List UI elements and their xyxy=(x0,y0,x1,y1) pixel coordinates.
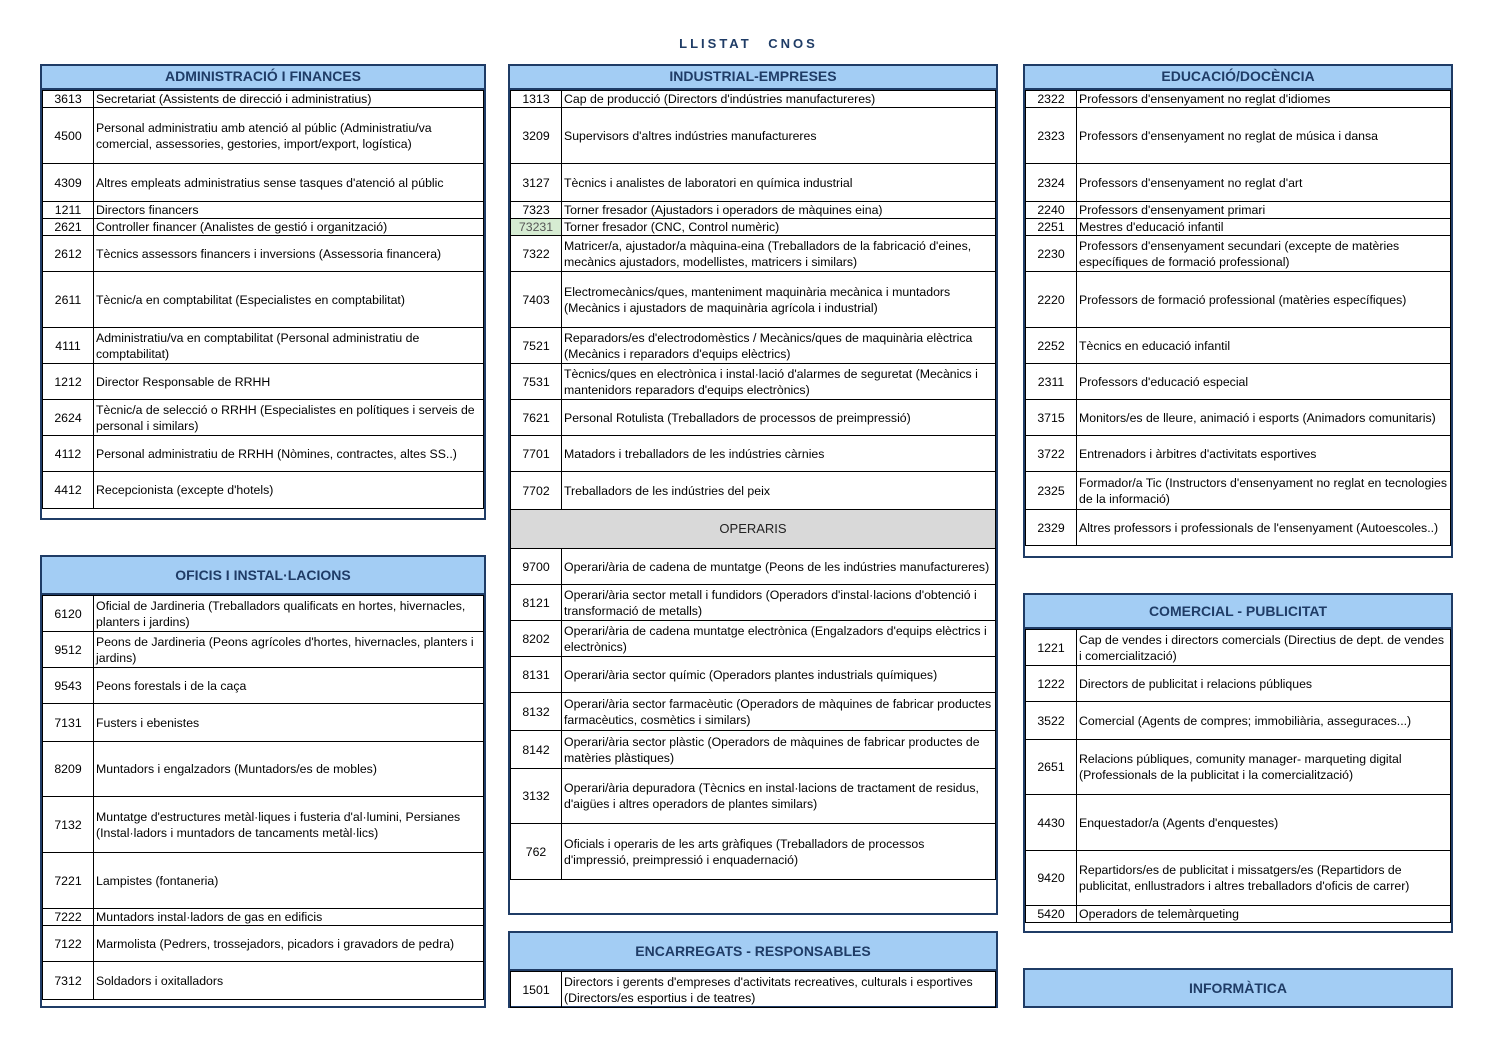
table-row xyxy=(43,668,484,704)
cno-code: 2230 xyxy=(1026,236,1077,272)
table-row xyxy=(511,472,996,510)
table-row xyxy=(43,704,484,742)
table-row xyxy=(43,742,484,797)
section-header-comercial: COMERCIAL - PUBLICITAT xyxy=(1025,595,1451,629)
cno-description: Operari/ària sector plàstic (Operadors de màquines de fabricar productes de matèries plàstiques) xyxy=(562,731,996,769)
cno-description: Directors i gerents d'empreses d'activitats recreatives, culturals i esportives (Directors/es esportius i de teatres) xyxy=(562,972,996,1008)
cno-code: 2624 xyxy=(43,400,94,436)
cno-code: 7531 xyxy=(511,364,562,400)
cno-description: Peons forestals i de la caça xyxy=(94,668,484,704)
cno-code: 1313 xyxy=(511,91,562,108)
cno-description: Entrenadors i àrbitres d'activitats esportives xyxy=(1077,436,1451,472)
cno-description: Matadors i treballadors de les indústries càrnies xyxy=(562,436,996,472)
table-row xyxy=(43,108,484,164)
cno-code: 1212 xyxy=(43,364,94,400)
table-row xyxy=(43,909,484,926)
table-row xyxy=(1026,795,1451,851)
cno-code: 8209 xyxy=(43,742,94,797)
cno-code: 3715 xyxy=(1026,400,1077,436)
cno-description: Marmolista (Pedrers, trossejadors, picadors i gravadors de pedra) xyxy=(94,926,484,962)
cno-description: Electromecànics/ques, manteniment maquinària mecànica i muntadors (Mecànics i ajustadors de maquinària agrícola i industrial) xyxy=(562,272,996,328)
table-row xyxy=(1026,91,1451,108)
table-row xyxy=(511,236,996,272)
cno-description: Personal administratiu amb atenció al públic (Administratiu/va comercial, assessories, gestories, import/export, logística) xyxy=(94,108,484,164)
table-row xyxy=(511,972,996,1008)
cno-description: Supervisors d'altres indústries manufactureres xyxy=(562,108,996,164)
cno-code: 2612 xyxy=(43,236,94,272)
cno-description: Formador/a Tic (Instructors d'ensenyament no reglat en tecnologies de la informació) xyxy=(1077,472,1451,510)
cno-code: 4500 xyxy=(43,108,94,164)
table-row xyxy=(43,436,484,472)
cno-description: Muntatge d'estructures metàl·liques i fusteria d'al·lumini, Persianes (Instal·ladors i muntadors de tancaments metàl·lics) xyxy=(94,797,484,853)
cno-code: 6120 xyxy=(43,596,94,632)
cno-code: 5420 xyxy=(1026,906,1077,923)
cno-code: 8131 xyxy=(511,657,562,693)
table-row xyxy=(1026,666,1451,702)
cno-code: 2252 xyxy=(1026,328,1077,364)
cno-description: Director Responsable de RRHH xyxy=(94,364,484,400)
cno-code: 1211 xyxy=(43,202,94,219)
section-oficis xyxy=(40,555,486,1008)
cno-code: 73231 xyxy=(511,219,562,236)
cno-description: Reparadors/es d'electrodomèstics / Mecànics/ques de maquinària elèctrica (Mecànics i reparadors d'equips elèctrics) xyxy=(562,328,996,364)
table-row xyxy=(511,731,996,769)
table-row xyxy=(1026,364,1451,400)
cno-code: 7221 xyxy=(43,853,94,909)
cno-code: 2220 xyxy=(1026,272,1077,328)
table-row xyxy=(43,400,484,436)
section-header-encarregats: ENCARREGATS - RESPONSABLES xyxy=(510,933,996,971)
table-row xyxy=(43,853,484,909)
table-row xyxy=(511,585,996,621)
cno-code: 9700 xyxy=(511,549,562,585)
table-row xyxy=(1026,236,1451,272)
cno-code: 7122 xyxy=(43,926,94,962)
cno-code: 2329 xyxy=(1026,510,1077,546)
cno-description: Enquestador/a (Agents d'enquestes) xyxy=(1077,795,1451,851)
section-header-industrial: INDUSTRIAL-EMPRESES xyxy=(510,66,996,90)
table-row xyxy=(1026,400,1451,436)
section-encarregats xyxy=(508,931,998,1008)
cno-code: 2324 xyxy=(1026,164,1077,202)
section-comercial xyxy=(1023,593,1453,933)
cno-code: 7701 xyxy=(511,436,562,472)
table-comercial xyxy=(1025,629,1451,923)
cno-description: Professors d'ensenyament no reglat de música i dansa xyxy=(1077,108,1451,164)
table-row xyxy=(43,328,484,364)
table-row xyxy=(1026,702,1451,740)
cno-code: 7621 xyxy=(511,400,562,436)
table-row xyxy=(1026,108,1451,164)
document-title: LLISTAT CNOS xyxy=(679,36,818,51)
cno-description: Muntadors instal·ladors de gas en edificis xyxy=(94,909,484,926)
cno-description: Torner fresador (Ajustadors i operadors de màquines eina) xyxy=(562,202,996,219)
cno-code: 7403 xyxy=(511,272,562,328)
cno-code: 8202 xyxy=(511,621,562,657)
cno-description: Operari/ària de cadena de muntatge (Peons de les indústries manufactureres) xyxy=(562,549,996,585)
cno-description: Directors de publicitat i relacions públiques xyxy=(1077,666,1451,702)
table-row xyxy=(1026,630,1451,666)
cno-description: Tècnics/ques en electrònica i instal·lació d'alarmes de seguretat (Mecànics i mantenidors reparadors d'equips electrònics) xyxy=(562,364,996,400)
table-row xyxy=(1026,510,1451,546)
table-row xyxy=(1026,219,1451,236)
table-row xyxy=(511,219,996,236)
section-header-oficis: OFICIS I INSTAL·LACIONS xyxy=(42,557,484,595)
cno-code: 2611 xyxy=(43,272,94,328)
section-header-educacio: EDUCACIÓ/DOCÈNCIA xyxy=(1025,66,1451,90)
table-row xyxy=(511,824,996,880)
table-row xyxy=(43,91,484,108)
table-row xyxy=(43,164,484,202)
section-header-informatica: INFORMÀTICA xyxy=(1023,968,1453,1008)
cno-code: 2621 xyxy=(43,219,94,236)
cno-code: 4430 xyxy=(1026,795,1077,851)
cno-code: 3722 xyxy=(1026,436,1077,472)
cno-code: 1501 xyxy=(511,972,562,1008)
cno-description: Fusters i ebenistes xyxy=(94,704,484,742)
cno-code: 8132 xyxy=(511,693,562,731)
cno-description: Tècnic/a en comptabilitat (Especialistes en comptabilitat) xyxy=(94,272,484,328)
table-row xyxy=(511,549,996,585)
cno-description: Personal Rotulista (Treballadors de processos de preimpressió) xyxy=(562,400,996,436)
cno-description: Controller financer (Analistes de gestió i organització) xyxy=(94,219,484,236)
cno-description: Monitors/es de lleure, animació i esports (Animadors comunitaris) xyxy=(1077,400,1451,436)
table-row xyxy=(43,926,484,962)
table-row xyxy=(511,202,996,219)
table-row xyxy=(511,769,996,824)
cno-description: Relacions públiques, comunity manager- marqueting digital (Professionals de la publicitat i la comercialització) xyxy=(1077,740,1451,795)
cno-code: 7312 xyxy=(43,962,94,1000)
cno-description: Operari/ària sector farmacèutic (Operadors de màquines de fabricar productes farmacèutics, cosmètics i similars) xyxy=(562,693,996,731)
table-row xyxy=(511,693,996,731)
table-industrial xyxy=(510,90,996,510)
cno-code: 9512 xyxy=(43,632,94,668)
cno-code: 3127 xyxy=(511,164,562,202)
table-encarregats xyxy=(510,971,996,1008)
cno-description: Oficial de Jardineria (Treballadors qualificats en hortes, hivernacles, planters i jardins) xyxy=(94,596,484,632)
cno-code: 4309 xyxy=(43,164,94,202)
cno-code: 9420 xyxy=(1026,851,1077,906)
cno-description: Operari/ària depuradora (Tècnics en instal·lacions de tractament de residus, d'aigües i altres operadors de plantes similars) xyxy=(562,769,996,824)
cno-description: Cap de producció (Directors d'indústries manufactureres) xyxy=(562,91,996,108)
table-row xyxy=(511,364,996,400)
cno-description: Professors d'educació especial xyxy=(1077,364,1451,400)
cno-description: Oficials i operaris de les arts gràfiques (Treballadors de processos d'impressió, preimpressió i enquadernació) xyxy=(562,824,996,880)
table-row xyxy=(511,108,996,164)
cno-description: Tècnics assessors financers i inversions (Assessoria financera) xyxy=(94,236,484,272)
cno-code: 1222 xyxy=(1026,666,1077,702)
cno-code: 7702 xyxy=(511,472,562,510)
table-row xyxy=(511,328,996,364)
table-row xyxy=(1026,164,1451,202)
table-row xyxy=(1026,202,1451,219)
cno-description: Muntadors i engalzadors (Muntadors/es de mobles) xyxy=(94,742,484,797)
table-row xyxy=(43,219,484,236)
cno-description: Professors de formació professional (matèries específiques) xyxy=(1077,272,1451,328)
table-row xyxy=(1026,328,1451,364)
cno-code: 2240 xyxy=(1026,202,1077,219)
table-row xyxy=(511,164,996,202)
cno-code: 7521 xyxy=(511,328,562,364)
table-administracio xyxy=(42,90,484,509)
table-row xyxy=(43,364,484,400)
cno-description: Administratiu/va en comptabilitat (Personal administratiu de comptabilitat) xyxy=(94,328,484,364)
table-row xyxy=(1026,472,1451,510)
section-industrial xyxy=(508,64,998,915)
cno-code: 9543 xyxy=(43,668,94,704)
table-oficis xyxy=(42,595,484,1000)
table-row xyxy=(43,202,484,219)
cno-code: 2323 xyxy=(1026,108,1077,164)
cno-code: 7222 xyxy=(43,909,94,926)
table-row xyxy=(43,236,484,272)
cno-description: Professors d'ensenyament primari xyxy=(1077,202,1451,219)
table-row xyxy=(43,632,484,668)
cno-description: Directors financers xyxy=(94,202,484,219)
cno-description: Matricer/a, ajustador/a màquina-eina (Treballadors de la fabricació d'eines, mecànics ajustadors, modellistes, matricers i similars) xyxy=(562,236,996,272)
cno-description: Operari/ària sector químic (Operadors plantes industrials químiques) xyxy=(562,657,996,693)
cno-code: 1221 xyxy=(1026,630,1077,666)
cno-description: Professors d'ensenyament no reglat d'art xyxy=(1077,164,1451,202)
cno-description: Recepcionista (excepte d'hotels) xyxy=(94,472,484,509)
cno-code: 2251 xyxy=(1026,219,1077,236)
cno-description: Altres professors i professionals de l'ensenyament (Autoescoles..) xyxy=(1077,510,1451,546)
table-educacio xyxy=(1025,90,1451,546)
cno-description: Professors d'ensenyament no reglat d'idiomes xyxy=(1077,91,1451,108)
table-row xyxy=(511,400,996,436)
table-row xyxy=(43,797,484,853)
cno-code: 7323 xyxy=(511,202,562,219)
cno-description: Operari/ària sector metall i fundidors (Operadors d'instal·lacions d'obtenció i transformació de metalls) xyxy=(562,585,996,621)
cno-code: 7322 xyxy=(511,236,562,272)
table-row xyxy=(511,272,996,328)
cno-description: Torner fresador (CNC, Control numèric) xyxy=(562,219,996,236)
section-header-administracio: ADMINISTRACIÓ I FINANCES xyxy=(42,66,484,90)
section-administracio xyxy=(40,64,486,520)
table-row xyxy=(511,657,996,693)
section-educacio xyxy=(1023,64,1453,558)
cno-code: 8142 xyxy=(511,731,562,769)
cno-description: Soldadors i oxitalladors xyxy=(94,962,484,1000)
cno-code: 2322 xyxy=(1026,91,1077,108)
table-row xyxy=(1026,436,1451,472)
table-row xyxy=(1026,851,1451,906)
table-row xyxy=(43,272,484,328)
cno-description: Cap de vendes i directors comercials (Directius de dept. de vendes i comercialització) xyxy=(1077,630,1451,666)
cno-code: 3522 xyxy=(1026,702,1077,740)
cno-description: Tècnic/a de selecció o RRHH (Especialistes en polítiques i serveis de personal i similars) xyxy=(94,400,484,436)
cno-code: 7132 xyxy=(43,797,94,853)
table-row xyxy=(511,436,996,472)
table-row xyxy=(511,91,996,108)
cno-description: Repartidors/es de publicitat i missatgers/es (Repartidors de publicitat, enllustradors i altres treballadors d'oficis de carrer) xyxy=(1077,851,1451,906)
cno-code: 3132 xyxy=(511,769,562,824)
cno-description: Lampistes (fontaneria) xyxy=(94,853,484,909)
subheader-operaris: OPERARIS xyxy=(510,510,996,548)
cno-code: 2651 xyxy=(1026,740,1077,795)
cno-description: Mestres d'educació infantil xyxy=(1077,219,1451,236)
cno-description: Altres empleats administratius sense tasques d'atenció al públic xyxy=(94,164,484,202)
table-row xyxy=(1026,272,1451,328)
table-row xyxy=(1026,906,1451,923)
table-row xyxy=(43,962,484,1000)
cno-description: Comercial (Agents de compres; immobiliària, asseguraces...) xyxy=(1077,702,1451,740)
cno-code: 3209 xyxy=(511,108,562,164)
cno-code: 2311 xyxy=(1026,364,1077,400)
table-row xyxy=(511,621,996,657)
cno-description: Operari/ària de cadena muntatge electrònica (Engalzadors d'equips elèctrics i electrònics) xyxy=(562,621,996,657)
cno-description: Operadors de telemàrqueting xyxy=(1077,906,1451,923)
cno-description: Peons de Jardineria (Peons agrícoles d'hortes, hivernacles, planters i jardins) xyxy=(94,632,484,668)
table-row xyxy=(43,472,484,509)
cno-description: Secretariat (Assistents de direcció i administratius) xyxy=(94,91,484,108)
table-row xyxy=(1026,740,1451,795)
cno-code: 4412 xyxy=(43,472,94,509)
cno-code: 3613 xyxy=(43,91,94,108)
cno-code: 8121 xyxy=(511,585,562,621)
cno-code: 4112 xyxy=(43,436,94,472)
cno-code: 762 xyxy=(511,824,562,880)
cno-description: Treballadors de les indústries del peix xyxy=(562,472,996,510)
cno-description: Tècnics i analistes de laboratori en química industrial xyxy=(562,164,996,202)
cno-code: 2325 xyxy=(1026,472,1077,510)
cno-code: 4111 xyxy=(43,328,94,364)
cno-code: 7131 xyxy=(43,704,94,742)
table-row xyxy=(43,596,484,632)
table-operaris xyxy=(510,548,996,880)
cno-description: Tècnics en educació infantil xyxy=(1077,328,1451,364)
cno-description: Personal administratiu de RRHH (Nòmines, contractes, altes SS..) xyxy=(94,436,484,472)
cno-description: Professors d'ensenyament secundari (excepte de matèries específiques de formació professional) xyxy=(1077,236,1451,272)
